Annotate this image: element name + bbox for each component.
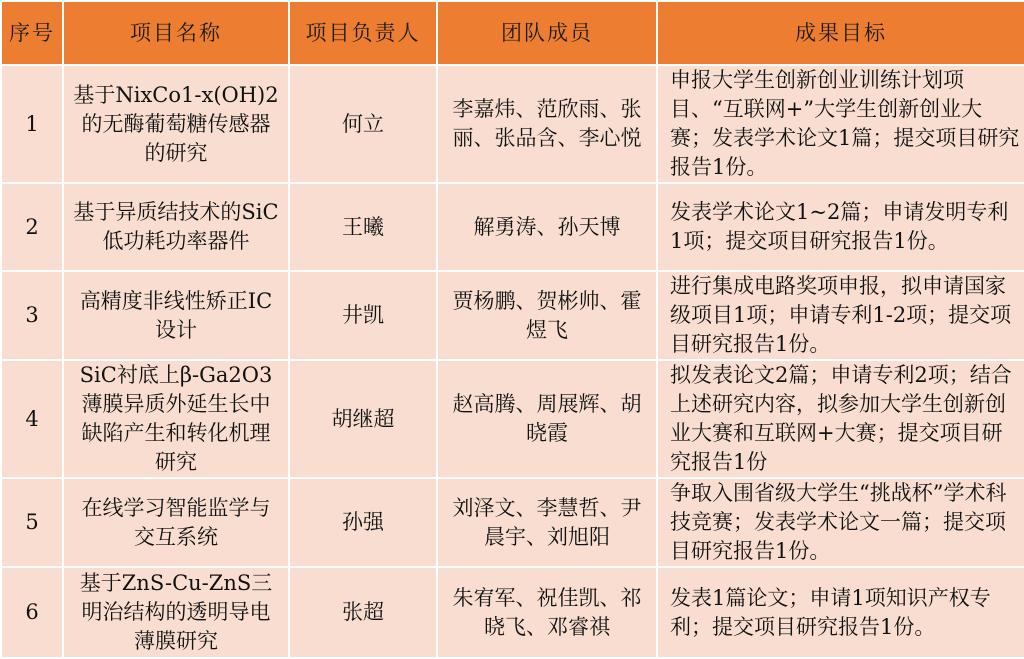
row-index: 5 [1, 478, 63, 567]
project-goal: 发表1篇论文；申请1项知识产权专利；提交项目研究报告1份。 [657, 567, 1024, 658]
team-members: 刘泽文、李慧哲、尹晨宇、刘旭阳 [437, 478, 657, 567]
header-project-lead: 项目负责人 [289, 1, 437, 65]
project-goal: 拟发表论文2篇；申请专利2项；结合上述研究内容，拟参加大学生创新创业大赛和互联网+大赛；提交项目研究报告1份 [657, 360, 1024, 478]
header-project-name: 项目名称 [63, 1, 289, 65]
team-members: 解勇涛、孙天博 [437, 183, 657, 271]
project-lead: 孙强 [289, 478, 437, 567]
table-header-row [1, 1, 1024, 65]
team-members: 朱宥军、祝佳凯、祁晓飞、邓睿祺 [437, 567, 657, 658]
header-index: 序号 [1, 1, 63, 65]
project-lead: 井凯 [289, 271, 437, 360]
project-name: 基于ZnS-Cu-ZnS三明治结构的透明导电薄膜研究 [63, 567, 289, 658]
row-index: 1 [1, 65, 63, 183]
project-goal: 发表学术论文1~2篇；申请发明专利1项；提交项目研究报告1份。 [657, 183, 1024, 271]
project-name: SiC衬底上β-Ga2O3薄膜异质外延生长中缺陷产生和转化机理研究 [63, 360, 289, 478]
project-name: 基于异质结技术的SiC低功耗功率器件 [63, 183, 289, 271]
table-row [1, 478, 1024, 567]
project-lead: 何立 [289, 65, 437, 183]
header-goals: 成果目标 [657, 1, 1024, 65]
row-index: 2 [1, 183, 63, 271]
project-lead: 张超 [289, 567, 437, 658]
table-row [1, 65, 1024, 183]
team-members: 赵高腾、周展辉、胡晓霞 [437, 360, 657, 478]
project-goal: 进行集成电路奖项申报，拟申请国家级项目1项；申请专利1-2项；提交项目研究报告1份。 [657, 271, 1024, 360]
project-lead: 胡继超 [289, 360, 437, 478]
team-members: 贾杨鹏、贺彬帅、霍煜飞 [437, 271, 657, 360]
project-lead: 王曦 [289, 183, 437, 271]
row-index: 4 [1, 360, 63, 478]
team-members: 李嘉炜、范欣雨、张丽、张品含、李心悦 [437, 65, 657, 183]
project-name: 在线学习智能监学与交互系统 [63, 478, 289, 567]
row-index: 6 [1, 567, 63, 658]
project-name: 基于NixCo1-x(OH)2的无酶葡萄糖传感器的研究 [63, 65, 289, 183]
table-row [1, 360, 1024, 478]
project-name: 高精度非线性矫正IC设计 [63, 271, 289, 360]
header-team-members: 团队成员 [437, 1, 657, 65]
table-row [1, 567, 1024, 658]
row-index: 3 [1, 271, 63, 360]
table-row [1, 271, 1024, 360]
table-row [1, 183, 1024, 271]
project-goal: 申报大学生创新创业训练计划项目、“互联网+”大学生创新创业大赛；发表学术论文1篇；提交项目研究报告1份。 [657, 65, 1024, 183]
project-goal: 争取入围省级大学生“挑战杯”学术科技竞赛；发表学术论文一篇；提交项目研究报告1份。 [657, 478, 1024, 567]
